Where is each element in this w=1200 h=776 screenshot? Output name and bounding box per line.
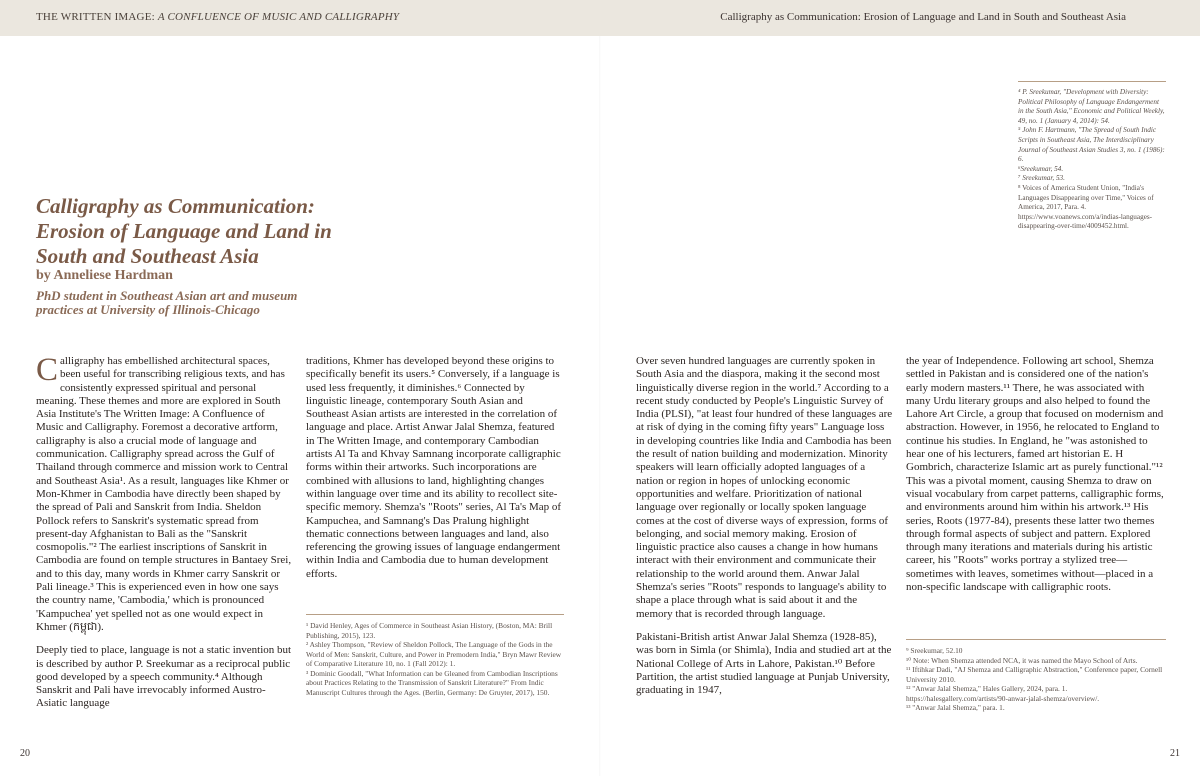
- paragraph: traditions, Khmer has developed beyond these origins to specifically benefit its users.⁵ Conversely, if a language is used less frequently, it diminishes.⁶ Connected by linguistic lineage, contemporary South Asian and Southeast Asian artists are interested in the correlation of language and place. Artist Anwar Jalal Shemza, featured in The Written Image, and contemporary Cambodian artists Al Ta and Khvay Samnang incorporate calligraphic forms within their artworks. Such incorporations are combined with allusions to land, highlighting changes within language over time and its ability to recollect site-specific memory. Shemza's "Roots" series, Al Ta's Map of Kampuchea, and Samnang's Das Pralung highlight thematic connections between languages and land, also referencing the growing issues of language endangerment within India and Cambodia due to human development efforts.: [306, 355, 562, 580]
- footnote-4: ⁴ P. Sreekumar, "Development with Diversity: Political Philosophy of Language Endangerment in the South Asia," Economic and Political Weekly, 49, no. 1 (January 4, 2014): 54.: [1018, 88, 1165, 125]
- footnote-12: ¹² "Anwar Jalal Shemza," Hales Gallery, 2024, para. 1. https://halesgallery.com/artists/90-anwar-jalal-shemza/overview/.: [906, 684, 1100, 703]
- page-number-left: 20: [20, 748, 30, 759]
- body-column-2: [306, 355, 564, 591]
- author-byline: by Anneliese Hardman: [36, 268, 173, 283]
- affiliation-line-2: practices at University of Illinois-Chicago: [36, 302, 260, 317]
- page-number-right: 21: [1170, 748, 1180, 759]
- drop-cap: C: [36, 352, 59, 388]
- paragraph: Over seven hundred languages are currently spoken in South Asia and the diaspora, making it the second most linguistically diverse region in the world.⁷ According to a recent study conducted by People's Linguistic Survey of India (PLSI), "at least four hundred of these languages are at risk of dying in the coming fifty years" Language loss in developing countries like India and Cambodia has been the result of nation building and modernization. Minority speakers will learn officially adopted languages of a nation or region in hopes of unlocking economic opportunities and welfare. Prioritization of national language over regionally or locally spoken language comes at the cost of diverse ways of expression, forms of belonging, and social memory making. Erosion of linguistic practice also causes a change in how humans interact with their environment and communicate their relationship to the world around them. Anwar Jalal Shemza's series "Roots" responds to language's ability to shape a place through what is said about it and the memory that is recorded through language.: [636, 355, 893, 620]
- body-column-4: [906, 355, 1166, 604]
- footnote-8: ⁸ Voices of America Student Union, "India's Languages Disappearing over Time," Voices of America, 2017, Para. 4. https://www.voanews.com/a/indias-languages-disappearing-over-time/4009452.html.: [1018, 183, 1154, 231]
- body-column-3: [636, 355, 894, 707]
- footnotes-top-right: [1018, 81, 1166, 232]
- running-header-left: [36, 11, 399, 23]
- running-header-bar: [0, 0, 1200, 36]
- author-affiliation: [36, 289, 396, 317]
- running-header-right: Calligraphy as Communication: Erosion of Language and Land in South and Southeast Asia: [720, 11, 1126, 23]
- footnote-7: ⁷ Sreekumar, 53.: [1018, 174, 1065, 183]
- footnote-2: ² Ashley Thompson, "Review of Sheldon Pollock, The Language of the Gods in the World of Men: Sanskrit, Culture, and Power in Premodern India," Bryn Mawr Review of Comparative Literature 10, no. 1 (Fall 2012): 1.: [306, 640, 562, 668]
- footnote-10: ¹⁰ Note: When Shemza attended NCA, it was named the Mayo School of Arts.: [906, 655, 1138, 665]
- footnote-11: ¹¹ Iftihkar Dadi, "AJ Shemza and Calligraphic Abstraction," Conference paper, Cornell University 2010.: [906, 665, 1163, 684]
- paragraph: Deeply tied to place, language is not a static invention but is described by author P. Sreekumar as a reciprocal public good developed by a speech community.⁴ Although Sanskrit and Pali have irrevocably informed Austro-Asiatic language: [36, 644, 292, 710]
- footnote-9: ⁹ Sreekumar, 52.10: [906, 646, 963, 655]
- footnotes-right-page: [906, 639, 1166, 713]
- body-column-1: [36, 352, 292, 721]
- affiliation-line-1: PhD student in Southeast Asian art and museum: [36, 288, 298, 303]
- paragraph: [36, 352, 292, 634]
- header-series-subtitle: A CONFLUENCE OF MUSIC AND CALLIGRAPHY: [157, 11, 400, 23]
- footnote-3: ³ Dominic Goodall, "What Information can be Gleaned from Cambodian Inscriptions about Practices Relating to the Transmission of Sanskrit Literature?" From Indic Manuscript Cultures through the Ages. (Berlin, Germany: De Gruyter, 2017), 150.: [306, 668, 558, 697]
- article-title: [36, 194, 436, 269]
- title-line-2: Erosion of Language and Land in: [36, 219, 332, 243]
- paragraph: the year of Independence. Following art school, Shemza settled in Pakistan and is considered one of the nation's early modern masters.¹¹ There, he was associated with many Urdu literary groups and also helped to found the Lahore Art Circle, a group that focused on modernism and abstraction. However, in 1956, he relocated to England to continue his studies. In England, he "was astonished to hear one of his lecturers, famed art historian E. H Gombrich, characterize Islamic art as purely functional."¹² This was a pivotal moment, causing Shemza to draw on visual vocabulary from carpet patterns, calligraphic forms, and environments around him within his artwork.¹³ His series, Roots (1977-84), presents these latter two themes through formal aspects of subject and pattern. Explored through many iterations and materials during his artistic career, his "Roots" works portray a stylized tree—sometimes with leaves, sometimes without—placed in a non-specific landscape with calligraphic roots.: [906, 355, 1164, 594]
- paragraph: Pakistani-British artist Anwar Jalal Shemza (1928-85), was born in Simla (or Shimla), India and studied art at the National College of Arts in Lahore, Pakistan.¹⁰ Before Partition, the artist studied language at Punjab University, graduating in 1947,: [636, 630, 892, 697]
- title-line-1: Calligraphy as Communication:: [36, 194, 315, 218]
- header-series-title: THE WRITTEN IMAGE:: [36, 11, 158, 23]
- footnote-5: ⁵ John F. Hartmann, "The Spread of South Indic Scripts in Southeast Asia, The Interdisciplinary Journal of Southeast Asian Studies 3, no. 1 (1986): 6.: [1018, 126, 1165, 164]
- title-line-3: South and Southeast Asia: [36, 244, 259, 268]
- paragraph-text: alligraphy has embellished architectural spaces, been useful for transcribing religious texts, and has consistently expressed spiritual and personal meaning. These themes and more are explored in South Asia Institute's The Written Image: A Confluence of Music and Calligraphy. Foremost a decorative artform, calligraphy is also a crucial mode of language and communication. Calligraphy spread across the Gulf of Thailand through commerce and mission work to Central and Southeast Asia¹. As a result, languages like Khmer or Mon-Khmer in Cambodia have directly been shaped by the spread of Pali and Sanskrit from India. Sheldon Pollock refers to Sanskrit's systematic spread from present-day Afghanistan to Bali as the "Sanskrit cosmopolis."² The earliest inscriptions of Sanskrit in Cambodia are found on temple structures in Bantaey Srei, and to this day, many words in Khmer carry Sanskrit or Pali lineage.³ This is experienced even in how one says the country name, 'Cambodia,' which is pronounced 'Kampuchea' yet spelled not as one would expect in Khmer (កម្ពុជា).: [36, 355, 292, 633]
- footnote-6: ⁶Sreekumar, 54.: [1018, 164, 1064, 173]
- footnote-1: ¹ David Henley, Ages of Commerce in Southeast Asian History, (Boston, MA: Brill Publishing, 2015), 123.: [306, 621, 553, 640]
- page-gutter: [599, 36, 601, 776]
- footnote-13: ¹³ "Anwar Jalal Shemza," para. 1.: [906, 703, 1005, 712]
- footnotes-left-page: [306, 614, 564, 697]
